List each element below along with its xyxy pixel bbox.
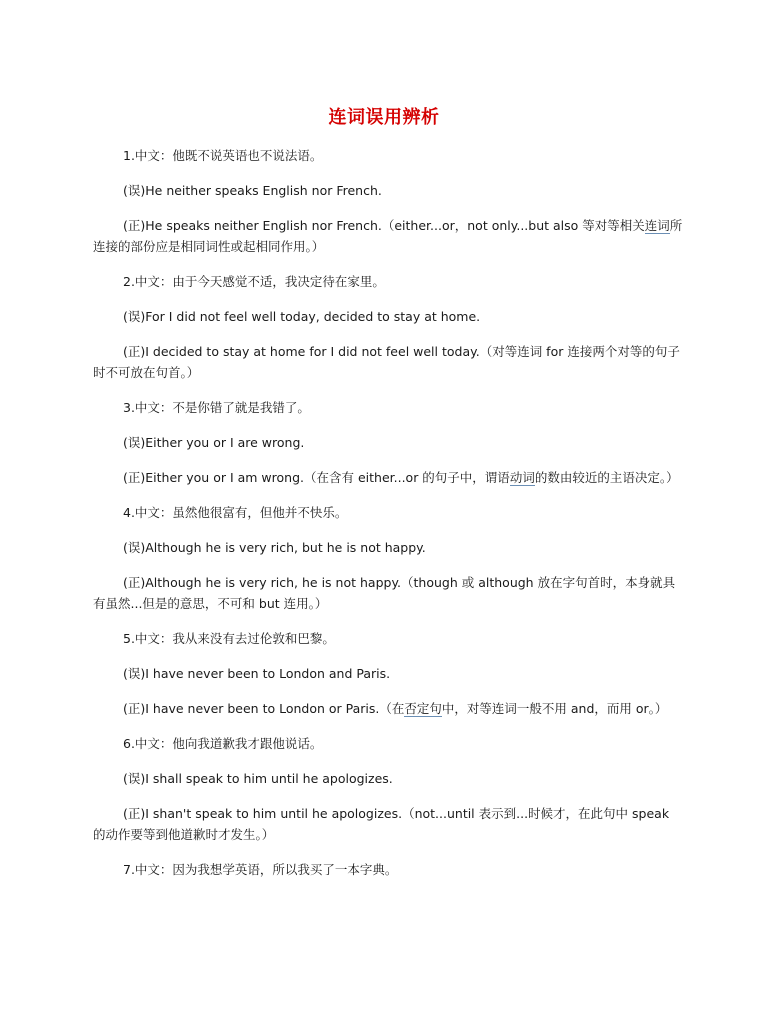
- text-segment: (误)I shall speak to him until he apologizes.: [123, 771, 393, 786]
- paragraph: [93, 663, 683, 684]
- text-segment: (误)He neither speaks English nor French.: [123, 183, 382, 198]
- text-segment: 的数由较近的主语决定。）: [534, 470, 679, 485]
- text-segment: (正)He speaks neither English nor French.（either...or，not only...but also 等对等相关: [123, 218, 645, 233]
- text-segment: (正)I decided to stay at home for I did not feel well today.（对等连词 for 连接两个对等的句子时不可放在句首。）: [93, 344, 680, 380]
- paragraph: [93, 432, 683, 453]
- paragraph: [93, 628, 683, 649]
- document-title: 连词误用辨析: [328, 107, 440, 128]
- text-segment: (误)For I did not feel well today, decided to stay at home.: [123, 309, 481, 324]
- text-segment: 1.中文：他既不说英语也不说法语。: [123, 148, 323, 163]
- paragraph: [93, 803, 683, 845]
- text-segment: 2.中文：由于今天感觉不适，我决定待在家里。: [123, 274, 385, 289]
- text-segment: 5.中文：我从来没有去过伦敦和巴黎。: [123, 631, 335, 646]
- text-segment: (误)I have never been to London and Paris.: [123, 666, 391, 681]
- text-segment: 3.中文：不是你错了就是我错了。: [123, 400, 310, 415]
- paragraph: [93, 859, 683, 880]
- paragraph: [93, 145, 683, 166]
- paragraph: [93, 698, 683, 719]
- text-segment: 中，对等连词一般不用 and，而用 or。）: [441, 701, 668, 716]
- paragraph: [93, 271, 683, 292]
- underlined-term[interactable]: 否定句: [404, 701, 442, 716]
- paragraph: [93, 215, 683, 257]
- text-segment: 所连接的部份应是相同词性或起相同作用。）: [93, 218, 683, 254]
- text-segment: (正)I shan't speak to him until he apologizes.（not...until 表示到...时候才，在此句中 speak 的动作要等到他道歉时才发生。）: [93, 806, 670, 842]
- text-segment: 4.中文：虽然他很富有，但他并不快乐。: [123, 505, 348, 520]
- paragraph: [93, 733, 683, 754]
- paragraph: [93, 502, 683, 523]
- paragraph: [93, 341, 683, 383]
- text-segment: (正)Either you or I am wrong.（在含有 either...or 的句子中，谓语: [123, 470, 510, 485]
- paragraph: [93, 397, 683, 418]
- paragraph: [93, 537, 683, 558]
- text-segment: (正)I have never been to London or Paris.（在: [123, 701, 405, 716]
- underlined-term[interactable]: 动词: [509, 470, 535, 485]
- underlined-term[interactable]: 连词: [644, 218, 670, 233]
- paragraph: [93, 467, 683, 488]
- paragraph: [93, 768, 683, 789]
- text-segment: (误)Either you or I are wrong.: [123, 435, 305, 450]
- text-segment: 6.中文：他向我道歉我才跟他说话。: [123, 736, 323, 751]
- paragraph: [93, 180, 683, 201]
- document-body: [93, 145, 683, 894]
- paragraph: [93, 572, 683, 614]
- text-segment: (误)Although he is very rich, but he is not happy.: [123, 540, 426, 555]
- paragraph: [93, 306, 683, 327]
- text-segment: (正)Although he is very rich, he is not happy.（though 或 although 放在字句首时，本身就具有虽然...但是的意思，不可和 but 连用。）: [93, 575, 676, 611]
- text-segment: 7.中文：因为我想学英语，所以我买了一本字典。: [123, 862, 398, 877]
